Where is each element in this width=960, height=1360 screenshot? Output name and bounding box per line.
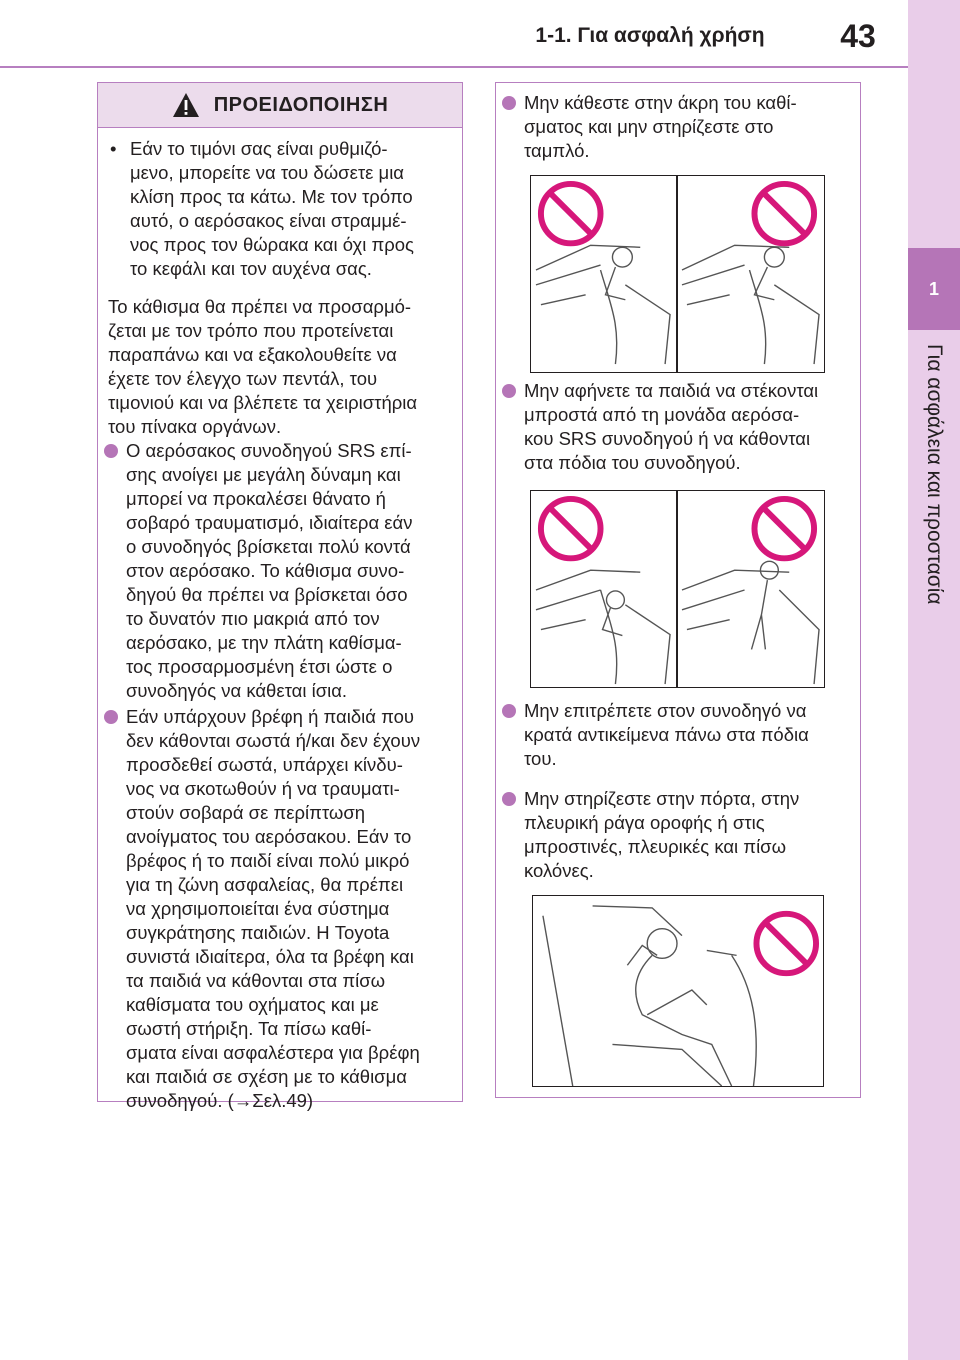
text-line: ταμπλό. xyxy=(524,140,590,161)
prohibition-sign-icon xyxy=(756,914,816,973)
text-line: τιμονιού και να βλέπετε τα χειριστήρια xyxy=(108,392,418,413)
text-line: Μην κάθεστε στην άκρη του καθί- xyxy=(524,92,797,113)
text-line: το κεφάλι και τον αυχένα σας. xyxy=(130,258,372,279)
text-line: σωστή στήριξη. Τα πίσω καθί- xyxy=(126,1018,372,1039)
text-line: παραπάνω και να εξακολουθείτε να xyxy=(108,344,397,365)
text-line: βρέφος ή το παιδί είναι πολύ μικρό xyxy=(126,850,410,871)
text-line: συνιστά ιδιαίτερα, όλα τα βρέφη και xyxy=(126,946,414,967)
text-line: στον αερόσακο. Το κάθισμα συνο- xyxy=(126,560,405,581)
text-line: στα πόδια του συνοδηγού. xyxy=(524,452,741,473)
text-line: πλευρική ράγα οροφής ή στις xyxy=(524,812,765,833)
text-line: κρατά αντικείμενα πάνω στα πόδια xyxy=(524,724,809,745)
text-line: σματος και μην στηρίζεστε στο xyxy=(524,116,774,137)
text-line: μπορεί να προκαλέσει θάνατο ή xyxy=(126,488,386,509)
prohibition-sign-icon xyxy=(754,184,814,243)
text-line: κου SRS συνοδηγού ή να κάθονται xyxy=(524,428,811,449)
illustration-leaning-on-door xyxy=(532,895,824,1087)
text-line: συγκράτησης παιδιών. Η Toyota xyxy=(126,922,390,943)
warning-dash-item xyxy=(108,137,454,281)
bullet-circle-icon xyxy=(104,710,118,724)
text-line: ανοίγματος του αερόσακου. Εάν το xyxy=(126,826,412,847)
bullet-objects-on-lap xyxy=(502,699,878,771)
header-rule xyxy=(0,66,908,68)
text-line: Εάν το τιμόνι σας είναι ρυθμιζό- xyxy=(130,138,388,159)
prohibition-sign-icon xyxy=(541,184,601,243)
text-line: μενο, μπορείτε να του δώσετε μια xyxy=(130,162,404,183)
text-line: καθίσματα του οχήματος και με xyxy=(126,994,379,1015)
chapter-label: Για ασφάλεια και προστασία xyxy=(923,344,946,605)
text-line: του πίνακα οργάνων. xyxy=(108,416,282,437)
text-line: Μην επιτρέπετε στον συνοδηγό να xyxy=(524,700,807,721)
text-line: μπροστινές, πλευρικές και πίσω xyxy=(524,836,787,857)
text-line: συνοδηγός να κάθεται ίσια. xyxy=(126,680,348,701)
text-line: ο συνοδηγός βρίσκεται πολύ κοντά xyxy=(126,536,411,557)
page-number: 43 xyxy=(840,18,876,54)
bullet-circle-icon xyxy=(502,96,516,110)
prohibition-sign-icon xyxy=(754,499,814,558)
warning-paragraph xyxy=(108,295,458,439)
text-line: μπροστά από τη μονάδα αερόσα- xyxy=(524,404,800,425)
text-line: σης ανοίγει με μεγάλη δύναμη και xyxy=(126,464,401,485)
text-line: αερόσακο, με την πλάτη καθίσμα- xyxy=(126,632,402,653)
chapter-side-tab xyxy=(908,0,960,1360)
text-line: συνοδηγού. (→Σελ.49) xyxy=(126,1090,314,1111)
bullet-dot: • xyxy=(110,138,117,159)
text-line: Μην στηρίζεστε στην πόρτα, στην xyxy=(524,788,800,809)
bullet-circle-icon xyxy=(502,704,516,718)
bullet-door-lean xyxy=(502,787,878,883)
text-line: του. xyxy=(524,748,557,769)
bullet-circle-icon xyxy=(502,792,516,806)
text-line: Μην αφήνετε τα παιδιά να στέκονται xyxy=(524,380,819,401)
warning-triangle-icon xyxy=(172,92,200,118)
illustration-children-front xyxy=(530,490,825,688)
warning-bullet-infants xyxy=(104,705,480,1113)
bullet-children-front xyxy=(502,379,878,475)
text-line: Το κάθισμα θα πρέπει να προσαρμό- xyxy=(108,296,412,317)
text-line: τα παιδιά να κάθονται στα πίσω xyxy=(126,970,386,991)
text-line: και παιδιά σε σχέση με το κάθισμα xyxy=(126,1066,407,1087)
text-line: κλίση προς τα κάτω. Με τον τρόπο xyxy=(130,186,413,207)
text-line: σματα είναι ασφαλέστερα για βρέφη xyxy=(126,1042,420,1063)
text-line: προσδεθεί σωστά, υπάρχει κίνδυ- xyxy=(126,754,403,775)
illustration-edge-of-seat xyxy=(530,175,825,373)
text-line: Εάν υπάρχουν βρέφη ή παιδιά που xyxy=(126,706,414,727)
text-line: νος να σκοτωθούν ή να τραυματι- xyxy=(126,778,400,799)
text-line: στούν σοβαρά σε περίπτωση xyxy=(126,802,366,823)
warning-box xyxy=(97,82,463,1111)
text-line: δηγού θα πρέπει να βρίσκεται όσο xyxy=(126,584,408,605)
text-line: δεν κάθονται σωστά ή/και δεν έχουν xyxy=(126,730,421,751)
text-line: νος προς τον θώρακα και όχι προς xyxy=(130,234,414,255)
chapter-number: 1 xyxy=(908,248,960,330)
text-line: Ο αερόσακος συνοδηγού SRS επί- xyxy=(126,440,412,461)
text-line: αυτό, ο αερόσακος είναι στραμμέ- xyxy=(130,210,407,231)
text-line: τος προσαρμοσμένη έτσι ώστε ο xyxy=(126,656,393,677)
text-line: κολόνες. xyxy=(524,860,594,881)
warning-bullet-srs xyxy=(104,439,480,703)
bullet-circle-icon xyxy=(502,384,516,398)
text-line: έχετε τον έλεγχο των πεντάλ, του xyxy=(108,368,378,389)
warning-title: ΠΡΟΕΙΔΟΠΟΙΗΣΗ xyxy=(213,93,389,116)
warning-header xyxy=(98,83,462,128)
text-line: ζεται με τον τρόπο που προτείνεται xyxy=(108,320,394,341)
text-line: να χρησιμοποιείται ένα σύστημα xyxy=(126,898,390,919)
bullet-circle-icon xyxy=(104,444,118,458)
prohibition-sign-icon xyxy=(541,499,601,558)
text-line: για τη ζώνη ασφαλείας, θα πρέπει xyxy=(126,874,404,895)
bullet-edge-of-seat xyxy=(502,91,878,163)
text-line: σοβαρό τραυματισμό, ιδιαίτερα εάν xyxy=(126,512,413,533)
text-line: το δυνατόν πιο μακριά από τον xyxy=(126,608,380,629)
section-title: 1-1. Για ασφαλή χρήση xyxy=(535,24,765,47)
